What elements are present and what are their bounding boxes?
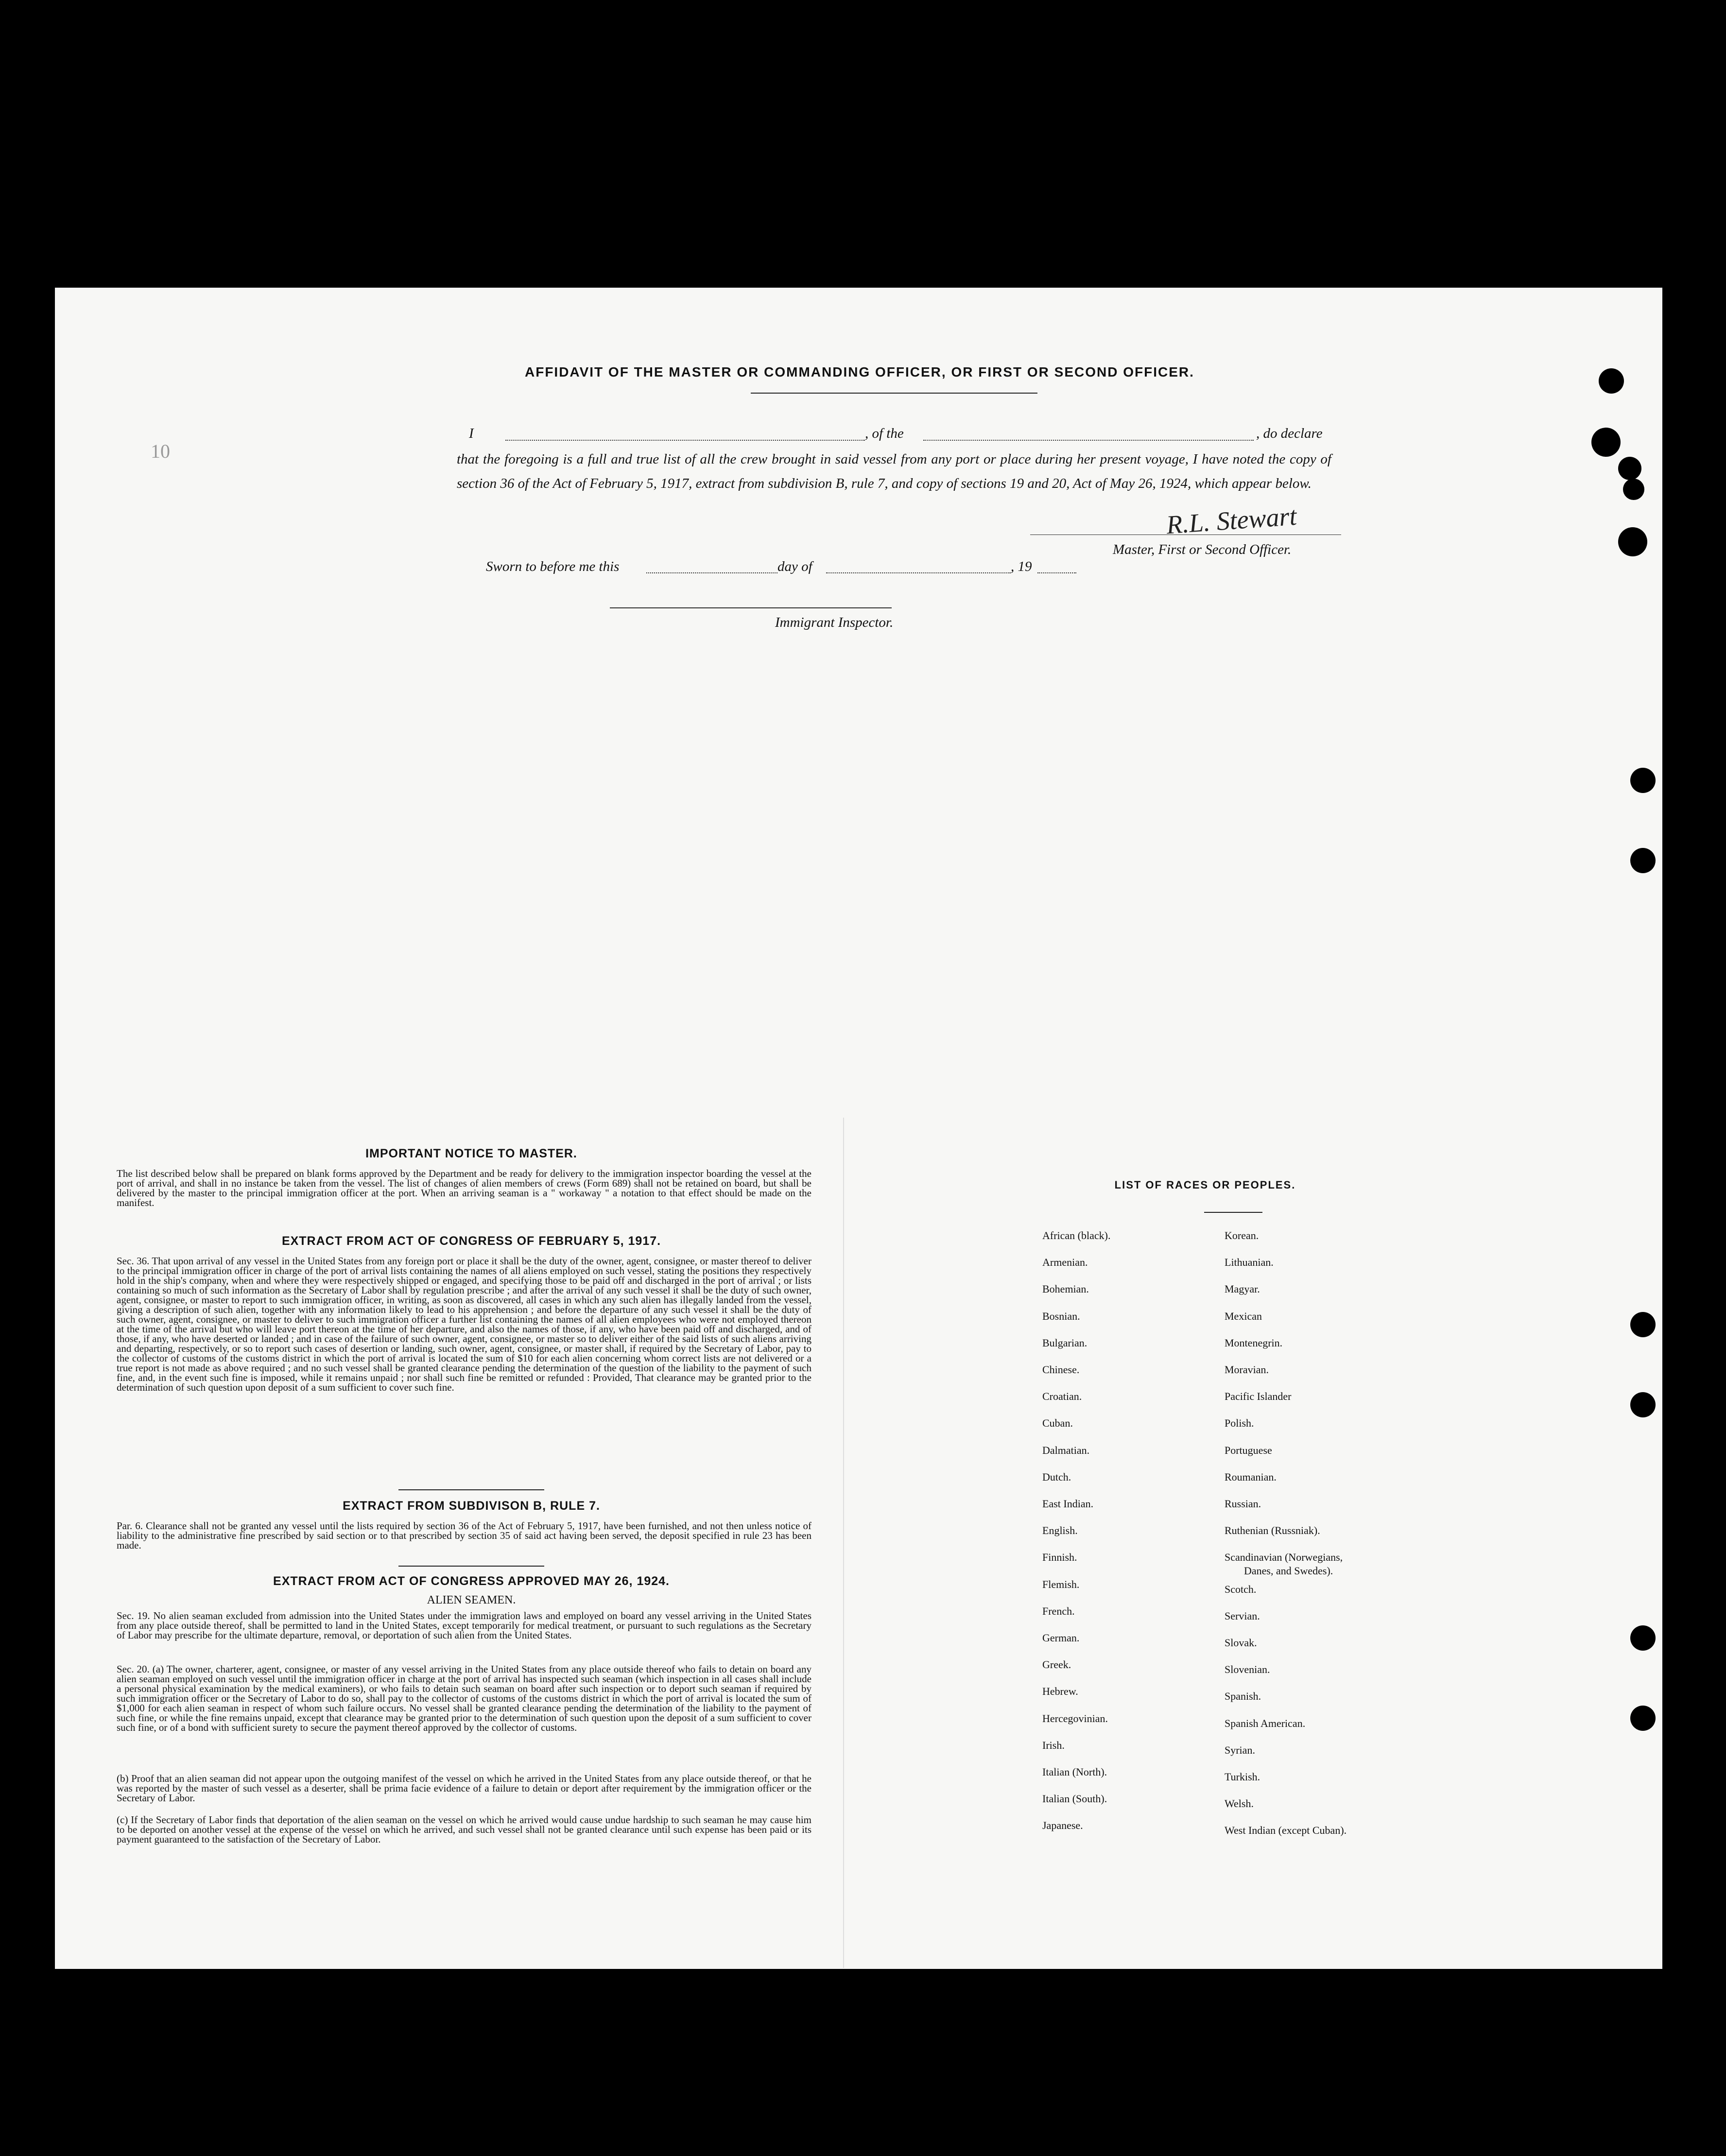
race-item: French. [1042,1604,1075,1617]
sec-20c-body: (c) If the Secretary of Labor finds that deportation of the alien seaman on the vessel on which he arrived would cause undue hardship to such seaman he may cause him to be deported on another vessel at the expense of the vessel on which he arrived, and such vessel shall not be granted clearance until such expense has been paid or its payment guaranteed to the satisfaction of the Secretary of Labor. [117,1814,811,1845]
punch-hole [1623,479,1644,500]
race-item: Greek. [1042,1658,1071,1671]
punch-hole [1630,1625,1656,1651]
master-signature: R.L. Stewart [1165,501,1298,540]
sec-20a-body: Sec. 20. (a) The owner, charterer, agent, consignee, or master of any vessel arriving in the United States from any place outside thereof who fails to detain on board any alien seaman employed on such vessel until the immigration officer in charge at the port of arrival has inspected such seaman (which inspection in all cases shall include a personal physical examination by the medical examiners), or who fails to detain such seaman on board after such inspection or to deport such seaman if required by such immigration officer or the Secretary of Labor to do so, shall pay to the collector of customs of the customs district in which the port of arrival is located the sum of $1,000 for each alien seaman in respect of whom such failure occurs. No vessel shall be granted clearance pending the determination of the liability to the payment of such fine, or while the fine remains unpaid, except that clearance may be granted prior to the determination of such question upon the deposit of a sum sufficient to cover such fine, or of a bond with sufficient surety to secure the payment thereof approved by the collector of customs. [117,1663,811,1733]
race-item: Turkish. [1225,1771,1260,1783]
race-item: Croatian. [1042,1390,1082,1403]
race-item: Slovenian. [1225,1663,1270,1676]
day-of-label: day of [777,559,812,574]
punch-hole [1591,428,1621,457]
race-item: Flemish. [1042,1578,1080,1590]
sworn-day-line [646,572,777,573]
punch-hole [1618,527,1647,556]
declare-label: , do declare [1256,426,1323,441]
of-label: , of the [865,426,904,441]
race-item: Finnish. [1042,1551,1077,1564]
punch-hole [1630,1392,1656,1417]
race-item: German. [1042,1632,1080,1644]
extract-1917-body: Sec. 36. That upon arrival of any vessel in the United States from any foreign port or place it shall be the duty of the owner, agent, consignee, or master thereof to deliver to the principal immigration officer in charge of the port of arrival lists containing the names of all aliens employed on such vessel, stating the positions they respectively hold in the ship's company, when and where they were respectively shipped or engaged, and specifying those to be paid off and discharged in the port of arrival ; or lists containing so much of such information as the Secretary of Labor shall by regulation prescribe ; and after the arrival of any such vessel it shall be the duty of such owner, agent, consignee, or master to report to such immigration officer, in writing, as soon as discovered, all cases in which any such alien has illegally landed from the vessel, giving a description of such alien, together with any information likely to lead to his apprehension ; and before the departure of any such vessel it shall be the duty of such owner, agent, consignee, or master to deliver to such immigration officer a further list containing the names of all alien employees who were not employed thereon at the time of the arrival but who will leave port thereon at the time of her departure, and also the names of those, if any, who have been paid off and discharged, and of those, if any, who have deserted or landed ; and in case of the failure of such owner, agent, consignee, or master so to deliver either of the said lists of such aliens arriving and departing, respectively, or so to report such cases of desertion or landing, such owner, agent, consignee, or master shall, if required by the Secretary of Labor, pay to the collector of customs of the customs district in which the port of arrival is located the sum of $10 for each alien concerning whom correct lists are not delivered or a true report is not made as above required ; and no such vessel shall be granted clearance pending the determination of the question of the liability to the payment of such fine, and, in the event such fine is imposed, while it remains unpaid ; nor shall such fine be remitted or refunded : Provided, That clearance may be granted prior to the determination of such question upon deposit of a sum sufficient to cover such fine. [117,1255,811,1393]
races-title-rule [1204,1212,1262,1213]
race-item: Mexican [1225,1310,1262,1322]
year-label: , 19 [1011,559,1032,574]
race-item: Portuguese [1225,1444,1272,1456]
race-item: Scotch. [1225,1583,1257,1595]
section-rule [398,1566,544,1567]
race-item: West Indian (except Cuban). [1225,1824,1347,1837]
race-item: Italian (South). [1042,1793,1107,1805]
alien-seamen-subtitle: ALIEN SEAMEN. [427,1594,516,1606]
race-item: Spanish. [1225,1690,1261,1703]
race-item: Moravian. [1225,1363,1269,1376]
extract-1917-title: EXTRACT FROM ACT OF CONGRESS OF FEBRUARY 5, 1917. [281,1234,661,1248]
punch-hole [1630,1706,1656,1731]
name-line [505,440,865,441]
race-item: Dalmatian. [1042,1444,1090,1456]
race-item: Japanese. [1042,1819,1083,1832]
race-item: Bohemian. [1042,1283,1089,1295]
punch-hole [1618,457,1641,480]
notice-title: IMPORTANT NOTICE TO MASTER. [365,1147,577,1160]
race-item: Spanish American. [1225,1717,1306,1729]
year-line [1037,572,1076,573]
extract-1924-title: EXTRACT FROM ACT OF CONGRESS APPROVED MAY 26, 1924. [273,1574,670,1588]
notice-body: The list described below shall be prepared on blank forms approved by the Department and be ready for delivery to the immigration inspector boarding the vessel at the port of arrival, and shall in no instance be taken from the vessel. The list of changes of alien members of crews (Form 689) shall not be retained on board, but shall be delivered by the master to the principal immigration officer at the port. When an arriving seaman is a " workaway " a notation to that effect should be made on the manifest. [117,1168,811,1208]
race-item: Lithuanian. [1225,1256,1274,1269]
race-item: Dutch. [1042,1470,1071,1483]
inspector-caption: Immigrant Inspector. [775,615,894,630]
punch-hole [1630,848,1656,873]
race-item: Korean. [1225,1229,1259,1242]
punch-hole [1599,368,1624,394]
race-item: English. [1042,1524,1078,1537]
race-item: Servian. [1225,1609,1260,1622]
race-item: Scandinavian (Norwegians, [1225,1551,1343,1564]
subdivision-body: Par. 6. Clearance shall not be granted any vessel until the lists required by section 36 of the Act of February 5, 1917, have been furnished, and not then unless notice of liability to the administrative fine prescribed by said section or to that prescribed by section 35 of said act having been served, the deposit specified in rule 23 has been made. [117,1520,811,1551]
section-rule [398,1489,544,1490]
title-rule [751,393,1037,394]
race-item-continuation: Danes, and Swedes). [1244,1565,1333,1577]
i-label: I [469,426,474,441]
race-item: Magyar. [1225,1283,1260,1295]
race-item: East Indian. [1042,1498,1094,1510]
race-item: Chinese. [1042,1363,1080,1376]
master-caption: Master, First or Second Officer. [1113,542,1292,557]
race-item: Pacific Islander [1225,1390,1292,1403]
race-item: Slovak. [1225,1637,1257,1649]
races-title: LIST OF RACES OR PEOPLES. [1114,1179,1296,1191]
vessel-line [923,440,1254,441]
race-item: Montenegrin. [1225,1336,1283,1349]
race-item: Polish. [1225,1417,1254,1430]
inspector-signature-line [610,607,892,608]
race-item: Welsh. [1225,1797,1254,1810]
race-item: Roumanian. [1225,1470,1277,1483]
sworn-month-line [826,572,1011,573]
race-item: Hebrew. [1042,1685,1078,1698]
race-item: Irish. [1042,1739,1065,1751]
race-item: Syrian. [1225,1743,1255,1756]
subdivision-title: EXTRACT FROM SUBDIVISON B, RULE 7. [343,1499,600,1513]
race-item: Ruthenian (Russniak). [1225,1524,1320,1537]
race-item: African (black). [1042,1229,1111,1242]
affidavit-title: AFFIDAVIT OF THE MASTER OR COMMANDING OFFICER, OR FIRST OR SECOND OFFICER. [525,364,1194,379]
race-item: Armenian. [1042,1256,1088,1269]
punch-hole [1630,1312,1656,1337]
sec-20b-body: (b) Proof that an alien seaman did not appear upon the outgoing manifest of the vessel on which he arrived in the United States from any place outside thereof, or that he was reported by the master of such vessel as a deserter, shall be prima facie evidence of a failure to detain or deport after requirement by the immigration officer or the Secretary of Labor. [117,1773,811,1804]
declaration-text: that the foregoing is a full and true list of all the crew brought in said vessel from any port or place during her present voyage, I have noted the copy of section 36 of the Act of February 5, 1917, extract from subdivision B, rule 7, and copy of sections 19 and 20, Act of May 26, 1924, which appear below. [457,451,1331,491]
punch-hole [1630,768,1656,793]
race-item: Russian. [1225,1498,1261,1510]
race-item: Bulgarian. [1042,1336,1087,1349]
page-fold [843,1118,844,1968]
race-item: Cuban. [1042,1417,1073,1430]
race-item: Italian (North). [1042,1766,1107,1778]
sec-19-body: Sec. 19. No alien seaman excluded from admission into the United States under the immigration laws and employed on board any vessel arriving in the United States from any place outside thereof, shall be permitted to land in the United States, except temporarily for medical treatment, or pursuant to such regulations as the Secretary of Labor may prescribe for the ultimate departure, removal, or deportation of such alien from the United States. [117,1610,811,1641]
race-item: Bosnian. [1042,1310,1080,1322]
page-mark: 10 [151,440,170,462]
sworn-label: Sworn to before me this [486,559,620,574]
race-item: Hercegovinian. [1042,1712,1108,1725]
